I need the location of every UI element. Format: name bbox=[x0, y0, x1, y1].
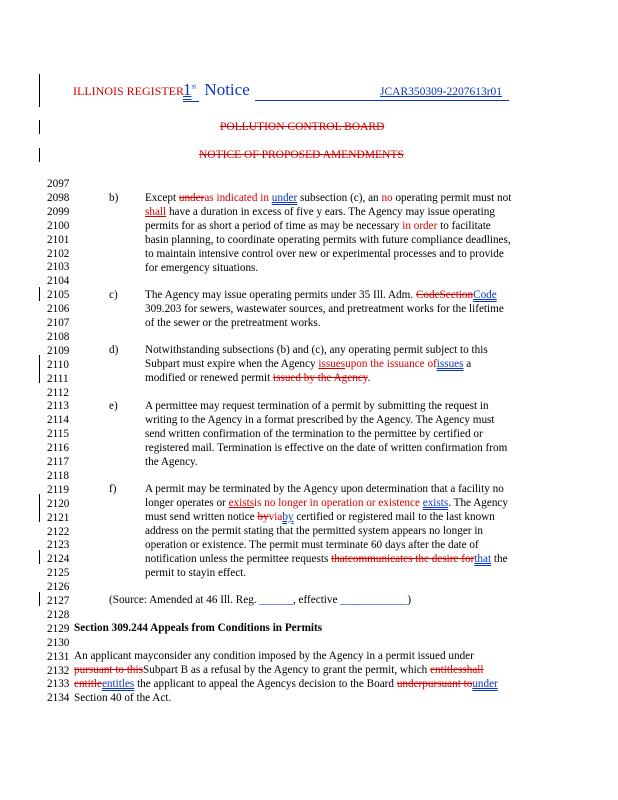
source-note bbox=[109, 593, 411, 607]
inserted-text: entitles bbox=[101, 678, 135, 690]
change-bar bbox=[39, 592, 40, 606]
change-bar bbox=[39, 148, 40, 162]
line-number: 2106 bbox=[47, 303, 70, 316]
code-reference: JCAR350309-2207613r01 bbox=[380, 86, 503, 98]
text-line bbox=[145, 191, 511, 205]
text: a bbox=[463, 358, 472, 370]
text: . The Agency bbox=[448, 497, 508, 509]
line-number: 2108 bbox=[47, 330, 70, 343]
inserted-text: as indicated in bbox=[204, 192, 269, 204]
page-number-superscript: st bbox=[191, 82, 197, 91]
line-number: 2131 bbox=[47, 650, 70, 663]
line-number: 2111 bbox=[47, 372, 69, 385]
text-line bbox=[145, 496, 508, 510]
inserted-text: that bbox=[474, 553, 492, 565]
text-line: for emergency situations. bbox=[145, 262, 259, 274]
text-line bbox=[145, 219, 491, 233]
text: certified or registered mail to the last known bbox=[293, 511, 495, 523]
register-header bbox=[73, 84, 184, 99]
line-number: 2122 bbox=[47, 525, 70, 538]
agency-name: POLLUTION CONTROL BOARD bbox=[220, 121, 385, 133]
text-line: An applicant mayconsider any condition imposed by the Agency in a permit issued under bbox=[74, 650, 474, 662]
line-number: 2114 bbox=[47, 414, 69, 427]
inserted-text: under bbox=[472, 678, 498, 690]
change-bar bbox=[39, 494, 40, 522]
change-bar bbox=[39, 550, 40, 564]
inserted-text: issues bbox=[318, 358, 346, 370]
line-number: 2115 bbox=[47, 428, 69, 441]
change-bar bbox=[39, 74, 40, 107]
section-title: Section 309.244 Appeals from Conditions in Permits bbox=[74, 622, 323, 634]
subsection-letter: c) bbox=[109, 289, 118, 301]
text-line: basin planning, to coordinate operating permits with future compliance deadlines, bbox=[145, 234, 511, 246]
line-number: 2118 bbox=[47, 469, 69, 482]
line-number: 2120 bbox=[47, 497, 70, 510]
line-number: 2129 bbox=[47, 622, 70, 635]
line-number: 2101 bbox=[47, 233, 70, 246]
text-line: address on the permit stating that the permitted system appears no longer in bbox=[145, 525, 484, 537]
line-number: 2119 bbox=[47, 483, 69, 496]
line-number: 2102 bbox=[47, 247, 70, 260]
text: the bbox=[491, 553, 508, 565]
text-line: of the sewer or the pretreatment works. bbox=[145, 317, 321, 329]
change-bar bbox=[39, 287, 40, 301]
text-line: Notwithstanding subsections (b) and (c), any operating permit subject to this bbox=[145, 344, 488, 356]
line-number: 2103 bbox=[47, 261, 70, 274]
text-line bbox=[145, 288, 497, 302]
change-bar bbox=[39, 120, 40, 134]
text: ) bbox=[407, 594, 412, 606]
line-number: 2097 bbox=[47, 178, 70, 190]
line-number: 2125 bbox=[47, 567, 70, 580]
line-number: 2116 bbox=[47, 442, 69, 455]
text: . bbox=[367, 372, 371, 384]
text-line bbox=[74, 677, 498, 691]
inserted-text: upon the issuance of bbox=[345, 358, 437, 370]
text-line bbox=[145, 510, 495, 524]
line-number: 2109 bbox=[47, 344, 70, 357]
inserted-text: shall bbox=[145, 206, 167, 218]
line-number: 2105 bbox=[47, 289, 70, 302]
text-line bbox=[74, 663, 484, 677]
page-number bbox=[183, 80, 250, 100]
line-number: 2126 bbox=[47, 581, 70, 594]
text-line: A permittee may request termination of a permit by submitting the request in bbox=[145, 400, 489, 412]
text: notification unless the permittee requests bbox=[145, 553, 332, 565]
line-number: 2132 bbox=[47, 664, 70, 677]
text-line: 309.203 for sewers, wastewater sources, and pretreatment works for the lifetime bbox=[145, 303, 504, 315]
line-number: 2113 bbox=[47, 400, 69, 413]
deleted-text: by bbox=[257, 511, 269, 523]
inserted-text: is no longer in operation or existence bbox=[254, 497, 420, 509]
page-number-value: 1 bbox=[183, 80, 192, 99]
text: (Source: Amended at 46 Ill. Reg. bbox=[109, 594, 260, 606]
inserted-text: no bbox=[381, 192, 393, 204]
text: Subpart B as a refusal by the Agency to grant the permit, which bbox=[143, 664, 431, 676]
deleted-text: entitle bbox=[74, 678, 102, 690]
text: The Agency may issue operating permits under 35 Ill. Adm. bbox=[145, 289, 416, 301]
line-number: 2107 bbox=[47, 317, 70, 329]
line-number: 2133 bbox=[47, 678, 70, 691]
register-name: ILLINOIS REGISTER bbox=[73, 84, 184, 98]
text: , effective bbox=[292, 594, 341, 606]
line-number: 2124 bbox=[47, 553, 70, 566]
text: longer operates or bbox=[145, 497, 229, 509]
text-line: operation or existence. The permit must terminate 60 days after the date of bbox=[145, 539, 479, 551]
blank-field: ____________ bbox=[340, 594, 408, 606]
deleted-text: thatcommunicates the desire for bbox=[331, 553, 475, 565]
line-number: 2100 bbox=[47, 219, 70, 232]
deleted-text: under bbox=[178, 192, 205, 204]
subsection-letter: e) bbox=[109, 400, 118, 412]
text: must send written notice bbox=[145, 511, 258, 523]
text: to facilitate bbox=[437, 220, 491, 232]
deleted-text: pursuant to this bbox=[74, 664, 143, 676]
subsection-letter: d) bbox=[109, 344, 119, 356]
inserted-text: under bbox=[271, 192, 298, 204]
inserted-text: via bbox=[268, 511, 283, 523]
text: the applicant to appeal the Agencys decision to the Board bbox=[134, 678, 397, 690]
text-line bbox=[145, 552, 508, 566]
inserted-text: exists bbox=[228, 497, 255, 509]
text-line bbox=[145, 357, 471, 371]
text: modified or renewed permit bbox=[145, 372, 273, 384]
text-line: registered mail. Termination is effective on the date of written confirmation from bbox=[145, 442, 508, 454]
inserted-text: exists bbox=[422, 497, 449, 509]
line-number: 2104 bbox=[47, 275, 70, 288]
subsection-letter: f) bbox=[109, 483, 117, 495]
text: subsection (c), an bbox=[297, 192, 382, 204]
inserted-text: by bbox=[282, 511, 294, 523]
line-number: 2112 bbox=[47, 386, 69, 399]
inserted-text: issues bbox=[436, 358, 464, 370]
text-line bbox=[145, 371, 370, 385]
text-line: send written confirmation of the termination to the permittee by certified or bbox=[145, 428, 483, 440]
deleted-text: underpursuant to bbox=[396, 678, 473, 690]
text: Subpart must expire when the Agency bbox=[145, 358, 319, 370]
line-number: 2127 bbox=[47, 595, 70, 607]
change-bar bbox=[39, 355, 40, 383]
text: Except bbox=[145, 192, 179, 204]
header-underline bbox=[255, 100, 509, 101]
inserted-text: Code bbox=[473, 289, 497, 301]
line-number: 2099 bbox=[47, 205, 70, 218]
line-number: 2130 bbox=[47, 636, 70, 649]
deleted-text: entitlesshall bbox=[430, 664, 484, 676]
header-underline-small bbox=[183, 101, 199, 102]
line-number: 2098 bbox=[47, 191, 70, 204]
notice-label: Notice bbox=[204, 80, 250, 99]
text-line: Section 40 of the Act. bbox=[74, 692, 172, 704]
deleted-text: issued by the Agency bbox=[273, 372, 368, 384]
text-line: permit to stayin effect. bbox=[145, 567, 247, 579]
text: permits for as short a period of time as may be necessary bbox=[145, 220, 403, 232]
notice-type: NOTICE OF PROPOSED AMENDMENTS bbox=[199, 149, 404, 161]
text-line: to maintain intensive control over new or experimental processes and to provide bbox=[145, 248, 504, 260]
text-line: writing to the Agency in a format prescribed by the Agency. The Agency must bbox=[145, 414, 495, 426]
inserted-text: in order bbox=[402, 220, 438, 232]
line-number: 2121 bbox=[47, 511, 70, 524]
text-line: A permit may be terminated by the Agency upon determination that a facility no bbox=[145, 483, 504, 495]
line-number: 2128 bbox=[47, 608, 70, 621]
line-number: 2134 bbox=[47, 692, 70, 705]
line-number: 2110 bbox=[47, 358, 69, 371]
text: have a duration in excess of five y ears. The Agency may issue operating bbox=[166, 206, 495, 218]
blank-field: ______ bbox=[259, 594, 293, 606]
text: operating permit must not bbox=[392, 192, 512, 204]
subsection-letter: b) bbox=[109, 192, 119, 204]
line-number: 2123 bbox=[47, 539, 70, 552]
text-line bbox=[145, 205, 495, 219]
text-line: the Agency. bbox=[145, 456, 198, 468]
deleted-text: CodeSection bbox=[415, 289, 474, 301]
line-number: 2117 bbox=[47, 456, 69, 468]
